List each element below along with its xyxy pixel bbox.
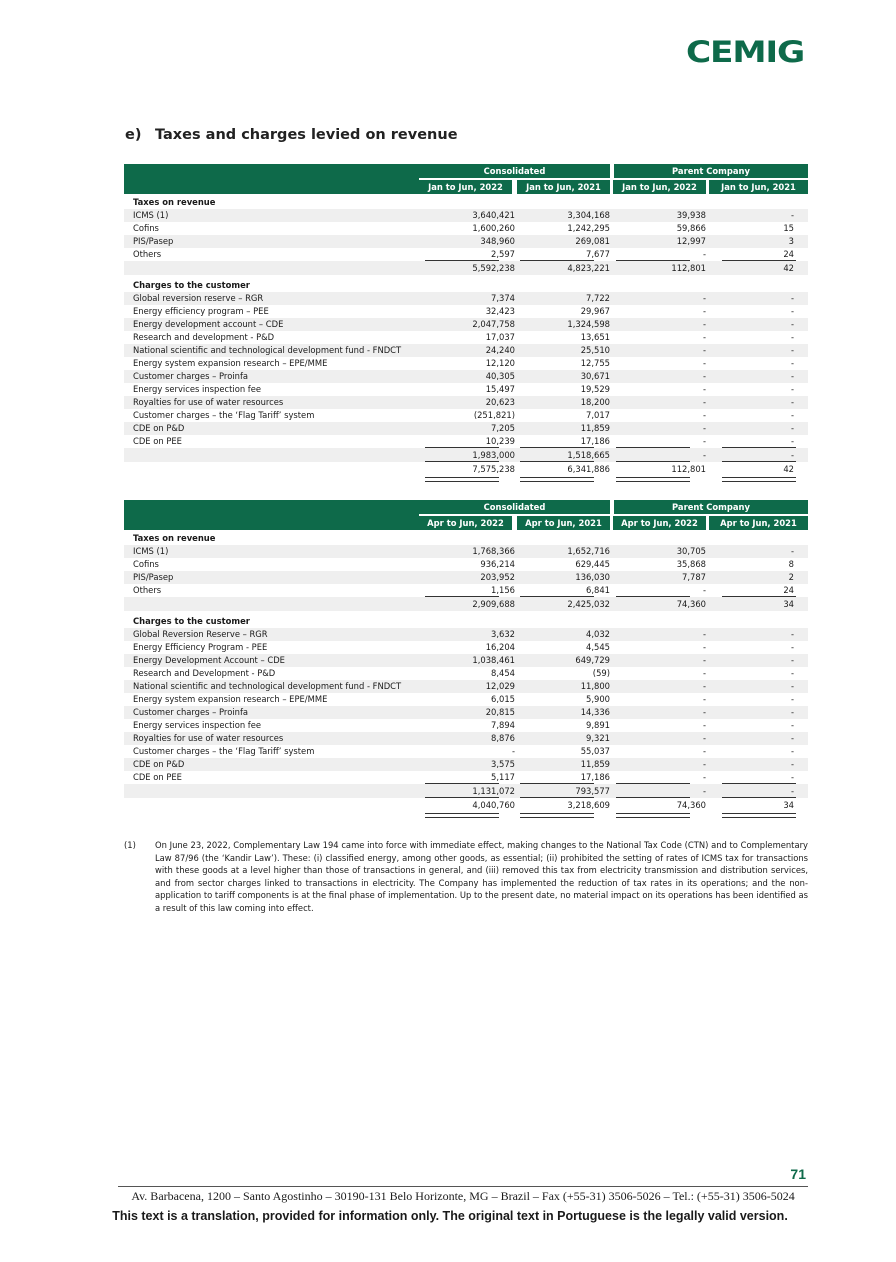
cell-value: 649,729	[575, 655, 610, 665]
row-label: Customer charges – Proinfa	[133, 707, 249, 717]
cell-value: 8	[788, 559, 794, 569]
page-number: 71	[790, 1166, 806, 1182]
cell-value: -	[702, 397, 706, 407]
cell-value: 3,632	[491, 629, 515, 639]
cell-value: 112,801	[671, 263, 706, 273]
cell-value: 29,967	[580, 306, 610, 316]
cell-value: 936,214	[480, 559, 515, 569]
cell-value: -	[702, 410, 706, 420]
cell-value: 7,374	[491, 293, 515, 303]
cell-value: -	[790, 546, 794, 556]
cell-value: 74,360	[676, 800, 706, 810]
cell-value: 2,909,688	[472, 599, 515, 609]
cell-value: -	[790, 384, 794, 394]
cell-value: -	[702, 293, 706, 303]
row-label: Others	[133, 249, 162, 259]
header-group-consolidated: Consolidated	[419, 164, 610, 178]
cell-value: -	[702, 720, 706, 730]
cell-value: -	[790, 629, 794, 639]
cell-value: -	[702, 655, 706, 665]
cell-value: 24	[783, 585, 794, 595]
table-header	[124, 500, 808, 530]
cell-value: -	[790, 345, 794, 355]
cell-value: 39,938	[676, 210, 706, 220]
cell-value: -	[702, 694, 706, 704]
cell-value: 7,787	[682, 572, 706, 582]
cell-value: 42	[783, 263, 794, 273]
cell-value: 17,037	[485, 332, 515, 342]
cell-value: 14,336	[580, 707, 610, 717]
cell-value: -	[702, 371, 706, 381]
table-row	[124, 235, 808, 248]
table-row	[124, 654, 808, 667]
header-group-parent-company: Parent Company	[614, 500, 808, 514]
table-row	[124, 435, 808, 448]
cell-value: 1,652,716	[567, 546, 610, 556]
cell-value: 6,341,886	[567, 464, 610, 474]
cell-value: (59)	[592, 668, 610, 678]
cell-value: -	[702, 746, 706, 756]
row-label: Global reversion reserve – RGR	[133, 293, 264, 303]
cell-value: 12,755	[580, 358, 610, 368]
cell-value: 5,900	[586, 694, 610, 704]
row-label: Customer charges – the ‘Flag Tariff’ system	[133, 746, 315, 756]
section-title-text: Taxes and charges levied on revenue	[155, 127, 458, 143]
grand-total-double-rule	[722, 813, 796, 818]
charges-total-row	[124, 448, 808, 462]
row-label: CDE on P&D	[133, 759, 185, 769]
cell-value: 9,891	[586, 720, 610, 730]
cell-value: -	[790, 720, 794, 730]
table-row	[124, 344, 808, 357]
taxes-total-row	[124, 261, 808, 275]
charges-heading-row	[124, 279, 808, 292]
table-row	[124, 305, 808, 318]
table-row	[124, 558, 808, 571]
cell-value: 24	[783, 249, 794, 259]
cell-value: -	[702, 668, 706, 678]
row-label: ICMS (1)	[133, 210, 169, 220]
footer-address: Av. Barbacena, 1200 – Santo Agostinho – 30190-131 Belo Horizonte, MG – Brazil – Fax (+55-31) 3506-5026 – Tel.: (+55-31) 3506-5024	[131, 1189, 795, 1203]
cell-value: 7,575,238	[472, 464, 515, 474]
table-row	[124, 357, 808, 370]
header-blank-cell	[124, 164, 419, 194]
cell-value: -	[790, 733, 794, 743]
cell-value: 2,425,032	[567, 599, 610, 609]
cell-value: -	[790, 772, 794, 782]
row-label: Energy development account – CDE	[133, 319, 284, 329]
cell-value: 10,239	[485, 436, 515, 446]
cell-value: -	[790, 358, 794, 368]
cell-value: 2,597	[491, 249, 515, 259]
cell-value: 1,156	[491, 585, 515, 595]
cell-value: -	[702, 786, 706, 796]
cell-value: 4,040,760	[472, 800, 515, 810]
grand-total-double-rule	[520, 813, 594, 818]
logo-text: CEMIG	[686, 36, 804, 66]
cell-value: 629,445	[575, 559, 610, 569]
cell-value: 59,866	[676, 223, 706, 233]
cell-value: 15,497	[485, 384, 515, 394]
cell-value: 1,038,461	[472, 655, 515, 665]
cell-value: -	[790, 681, 794, 691]
cell-value: -	[790, 306, 794, 316]
cell-value: 3	[788, 236, 794, 246]
row-label: Royalties for use of water resources	[133, 397, 284, 407]
section-letter: e)	[125, 127, 142, 143]
table-row	[124, 628, 808, 641]
cell-value: 1,131,072	[472, 786, 515, 796]
cell-value: 1,324,598	[567, 319, 610, 329]
table-row	[124, 571, 808, 584]
header-column: Apr to Jun, 2022	[613, 516, 706, 530]
grand-total-row	[124, 462, 808, 477]
cell-value: -	[702, 436, 706, 446]
cell-value: 24,240	[485, 345, 515, 355]
table-row	[124, 667, 808, 680]
cell-value: 11,859	[580, 423, 610, 433]
table-header	[124, 164, 808, 194]
cell-value: 6,015	[491, 694, 515, 704]
table-row	[124, 545, 808, 558]
cell-value: 15	[783, 223, 794, 233]
grand-total-double-rule	[425, 477, 499, 482]
cell-value: -	[790, 332, 794, 342]
row-label: Research and development - P&D	[133, 332, 275, 342]
cell-value: -	[702, 319, 706, 329]
header-column: Apr to Jun, 2021	[517, 516, 610, 530]
cell-value: -	[702, 707, 706, 717]
cell-value: -	[702, 345, 706, 355]
footnote	[124, 839, 808, 915]
cell-value: 3,218,609	[567, 800, 610, 810]
table-row	[124, 248, 808, 261]
header-column: Jan to Jun, 2021	[517, 180, 610, 194]
cell-value: 40,305	[485, 371, 515, 381]
row-label: CDE on PEE	[133, 772, 182, 782]
table-row	[124, 693, 808, 706]
header-group-parent-company: Parent Company	[614, 164, 808, 178]
cell-value: -	[790, 694, 794, 704]
footer-divider	[118, 1186, 808, 1187]
cell-value: -	[790, 423, 794, 433]
table-row	[124, 209, 808, 222]
header-column: Jan to Jun, 2021	[709, 180, 808, 194]
grand-total-double-rule	[722, 477, 796, 482]
cell-value: -	[511, 746, 515, 756]
row-label: PIS/Pasep	[133, 236, 174, 246]
table-row	[124, 641, 808, 654]
cell-value: 269,081	[575, 236, 610, 246]
section-heading: Charges to the customer	[133, 616, 250, 626]
cell-value: 136,030	[575, 572, 610, 582]
cell-value: 34	[783, 599, 794, 609]
cell-value: 74,360	[676, 599, 706, 609]
table-row	[124, 383, 808, 396]
cell-value: (251,821)	[473, 410, 515, 420]
table-row	[124, 584, 808, 597]
cell-value: 348,960	[480, 236, 515, 246]
cell-value: 12,029	[485, 681, 515, 691]
table-row	[124, 409, 808, 422]
cell-value: -	[702, 759, 706, 769]
table-row	[124, 706, 808, 719]
cell-value: -	[702, 249, 706, 259]
row-label: Energy system expansion research – EPE/MME	[133, 694, 328, 704]
cell-value: 2	[788, 572, 794, 582]
cell-value: 1,768,366	[472, 546, 515, 556]
section-heading: Charges to the customer	[133, 280, 250, 290]
row-label: CDE on PEE	[133, 436, 182, 446]
row-label: Energy Efficiency Program - PEE	[133, 642, 268, 652]
cell-value: 7,017	[586, 410, 610, 420]
cell-value: 6,841	[586, 585, 610, 595]
cell-value: 20,815	[485, 707, 515, 717]
cell-value: 5,117	[491, 772, 515, 782]
grand-total-double-rule	[520, 477, 594, 482]
cemig-logo	[686, 36, 804, 66]
cell-value: -	[790, 746, 794, 756]
cell-value: 25,510	[580, 345, 610, 355]
cell-value: -	[790, 319, 794, 329]
cell-value: -	[790, 436, 794, 446]
table-row	[124, 222, 808, 235]
cell-value: 17,186	[580, 772, 610, 782]
row-label: Cofins	[133, 559, 159, 569]
cell-value: 5,592,238	[472, 263, 515, 273]
row-label: Cofins	[133, 223, 159, 233]
cell-value: 8,454	[491, 668, 515, 678]
header-group-consolidated: Consolidated	[419, 500, 610, 514]
cell-value: 18,200	[580, 397, 610, 407]
cell-value: 9,321	[586, 733, 610, 743]
table-row	[124, 771, 808, 784]
cell-value: 112,801	[671, 464, 706, 474]
cell-value: 7,894	[491, 720, 515, 730]
row-label: Energy services inspection fee	[133, 384, 262, 394]
cell-value: 19,529	[580, 384, 610, 394]
cell-value: 7,722	[586, 293, 610, 303]
cell-value: -	[702, 358, 706, 368]
taxes-heading-row	[124, 532, 808, 545]
cell-value: -	[790, 371, 794, 381]
cell-value: -	[702, 423, 706, 433]
cell-value: 1,242,295	[567, 223, 610, 233]
cell-value: 35,868	[676, 559, 706, 569]
row-label: CDE on P&D	[133, 423, 185, 433]
translation-disclaimer: This text is a translation, provided for information only. The original text in Portuguese is the legally valid version.	[112, 1209, 788, 1223]
cell-value: -	[702, 585, 706, 595]
cell-value: 13,651	[580, 332, 610, 342]
row-label: Energy Development Account – CDE	[133, 655, 285, 665]
table-row	[124, 292, 808, 305]
table-row	[124, 719, 808, 732]
section-heading: Taxes on revenue	[133, 197, 216, 207]
section-heading: Taxes on revenue	[133, 533, 216, 543]
cell-value: 12,997	[676, 236, 706, 246]
grand-total-row	[124, 798, 808, 813]
cell-value: 16,204	[485, 642, 515, 652]
cell-value: 34	[783, 800, 794, 810]
cell-value: -	[702, 384, 706, 394]
table-row	[124, 422, 808, 435]
table-row	[124, 318, 808, 331]
cell-value: -	[702, 733, 706, 743]
cell-value: -	[790, 397, 794, 407]
cell-value: -	[702, 629, 706, 639]
header-column: Apr to Jun, 2021	[709, 516, 808, 530]
cell-value: -	[702, 681, 706, 691]
cell-value: -	[790, 786, 794, 796]
cell-value: 4,823,221	[567, 263, 610, 273]
table-row	[124, 758, 808, 771]
cell-value: 7,677	[586, 249, 610, 259]
cell-value: 30,705	[676, 546, 706, 556]
cell-value: -	[790, 668, 794, 678]
cell-value: 55,037	[580, 746, 610, 756]
header-column: Jan to Jun, 2022	[419, 180, 512, 194]
cell-value: 20,623	[485, 397, 515, 407]
table-row	[124, 732, 808, 745]
cell-value: 32,423	[485, 306, 515, 316]
grand-total-double-rule	[616, 477, 690, 482]
grand-total-double-rule	[616, 813, 690, 818]
cell-value: 1,518,665	[567, 450, 610, 460]
cell-value: -	[790, 450, 794, 460]
cell-value: 3,575	[491, 759, 515, 769]
footnote-number: (1)	[124, 840, 136, 850]
row-label: National scientific and technological development fund - FNDCT	[133, 681, 402, 691]
cell-value: -	[702, 642, 706, 652]
cell-value: -	[790, 410, 794, 420]
table-row	[124, 680, 808, 693]
cell-value: 4,032	[586, 629, 610, 639]
row-label: Others	[133, 585, 162, 595]
cell-value: 17,186	[580, 436, 610, 446]
cell-value: 11,859	[580, 759, 610, 769]
row-label: PIS/Pasep	[133, 572, 174, 582]
row-label: ICMS (1)	[133, 546, 169, 556]
table-row	[124, 331, 808, 344]
row-label: Energy system expansion research – EPE/MME	[133, 358, 328, 368]
row-label: Customer charges – Proinfa	[133, 371, 249, 381]
charges-heading-row	[124, 615, 808, 628]
cell-value: 3,304,168	[567, 210, 610, 220]
cell-value: 1,983,000	[472, 450, 515, 460]
table-apr-to-jun	[124, 500, 808, 813]
header-column: Apr to Jun, 2022	[419, 516, 512, 530]
taxes-heading-row	[124, 196, 808, 209]
cell-value: -	[790, 655, 794, 665]
cell-value: 793,577	[575, 786, 610, 796]
row-label: Energy services inspection fee	[133, 720, 262, 730]
row-label: National scientific and technological development fund - FNDCT	[133, 345, 402, 355]
cell-value: 2,047,758	[472, 319, 515, 329]
row-label: Energy efficiency program – PEE	[133, 306, 269, 316]
cell-value: 203,952	[480, 572, 515, 582]
cell-value: 42	[783, 464, 794, 474]
cell-value: -	[702, 772, 706, 782]
grand-total-double-rule	[425, 813, 499, 818]
cell-value: -	[790, 293, 794, 303]
table-jan-to-jun	[124, 164, 808, 477]
cell-value: -	[702, 306, 706, 316]
table-row	[124, 370, 808, 383]
cell-value: 12,120	[485, 358, 515, 368]
cell-value: -	[790, 210, 794, 220]
footnote-text: On June 23, 2022, Complementary Law 194 came into force with immediate effect, making changes to the National Tax Code (CTN) and to Complementary Law 87/96 (the ‘Kandir Law’). These: (i) classified energy, among other goods, as essential; (ii) prohibited the setting of rates of ICMS tax for transactions with these goods at a level higher than those of transactions in general, and (iii) removed this tax from electricity transmission and distribution services, and from sector charges linked to transactions in electricity. The Company has implemented the reduction of tax rates in its operations; and the non-application to tariff components is at the final phase of implementation. Up to the present date, no material impact on its operations has been identified as a result of this law coming into effect.	[155, 840, 808, 913]
section-title	[125, 127, 458, 143]
row-label: Research and Development - P&D	[133, 668, 276, 678]
cell-value: 8,876	[491, 733, 515, 743]
cell-value: -	[702, 450, 706, 460]
cell-value: 11,800	[580, 681, 610, 691]
cell-value: -	[790, 759, 794, 769]
header-column: Jan to Jun, 2022	[613, 180, 706, 194]
cell-value: 30,671	[580, 371, 610, 381]
cell-value: -	[790, 707, 794, 717]
charges-total-row	[124, 784, 808, 798]
cell-value: -	[790, 642, 794, 652]
table-row	[124, 396, 808, 409]
row-label: Customer charges – the ‘Flag Tariff’ system	[133, 410, 315, 420]
table-row	[124, 745, 808, 758]
cell-value: -	[702, 332, 706, 342]
cell-value: 4,545	[586, 642, 610, 652]
row-label: Global Reversion Reserve – RGR	[133, 629, 268, 639]
header-blank-cell	[124, 500, 419, 530]
taxes-total-row	[124, 597, 808, 611]
row-label: Royalties for use of water resources	[133, 733, 284, 743]
cell-value: 3,640,421	[472, 210, 515, 220]
cell-value: 7,205	[491, 423, 515, 433]
cell-value: 1,600,260	[472, 223, 515, 233]
